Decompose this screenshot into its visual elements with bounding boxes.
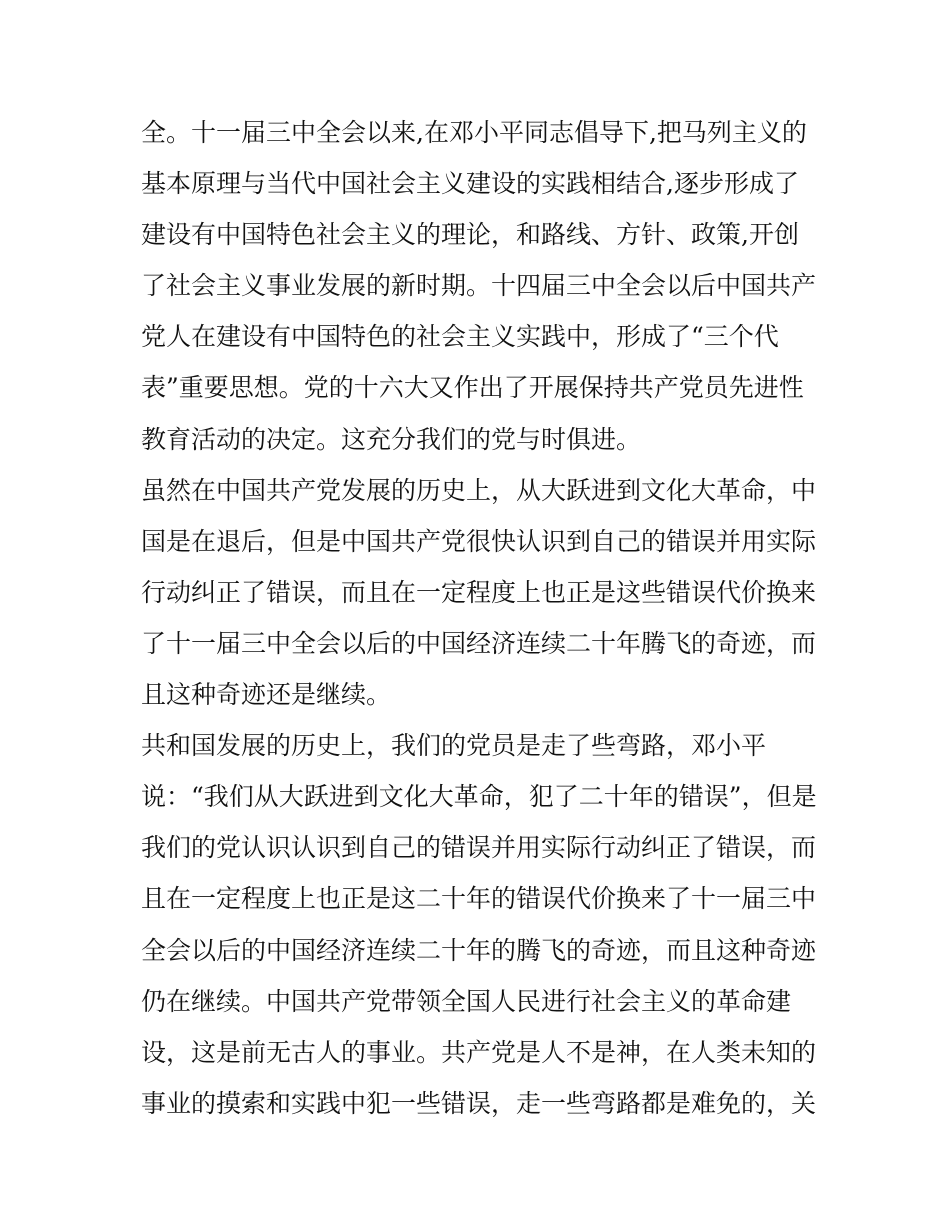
text-line: 教育活动的决定。这充分我们的党与时俱进。: [141, 424, 642, 454]
text-line: 我们的党认识认识到自己的错误并用实际行动纠正了错误，而: [141, 833, 817, 863]
text-line: 基本原理与当代中国社会主义建设的实践相结合,逐步形成了: [141, 169, 799, 199]
text-line: 建设有中国特色社会主义的理论，和路线、方针、政策,开创: [141, 220, 799, 250]
text-line: 且在一定程度上也正是这二十年的错误代价换来了十一届三中: [141, 884, 817, 914]
text-line: 行动纠正了错误，而且在一定程度上也正是这些错误代价换来: [141, 577, 817, 607]
text-line: 全会以后的中国经济连续二十年的腾飞的奇迹，而且这种奇迹: [141, 935, 817, 965]
body-text: [141, 107, 821, 1129]
text-line: 共和国发展的历史上，我们的党员是走了些弯路，邓小平: [141, 731, 767, 761]
text-line: 说：“我们从大跃进到文化大革命，犯了二十年的错误”，但是: [141, 782, 817, 812]
text-line: 虽然在中国共产党发展的历史上，从大跃进到文化大革命，中: [141, 475, 817, 505]
text-line: 了社会主义事业发展的新时期。十四届三中全会以后中国共产: [141, 271, 817, 301]
text-line: 设，这是前无古人的事业。共产党是人不是神，在人类未知的: [141, 1037, 817, 1067]
text-line: 表”重要思想。党的十六大又作出了开展保持共产党员先进性: [141, 373, 804, 403]
text-line: 且这种奇迹还是继续。: [141, 680, 392, 710]
text-line: 了十一届三中全会以后的中国经济连续二十年腾飞的奇迹，而: [141, 628, 817, 658]
text-line: 事业的摸索和实践中犯一些错误，走一些弯路都是难免的，关: [141, 1088, 817, 1118]
text-line: 仍在继续。中国共产党带领全国人民进行社会主义的革命建: [141, 986, 792, 1016]
text-line: 党人在建设有中国特色的社会主义实践中，形成了“三个代: [141, 322, 779, 352]
text-line: 国是在退后，但是中国共产党很快认识到自己的错误并用实际: [141, 526, 817, 556]
text-line: 全。十一届三中全会以来,在邓小平同志倡导下,把马列主义的: [141, 118, 807, 147]
